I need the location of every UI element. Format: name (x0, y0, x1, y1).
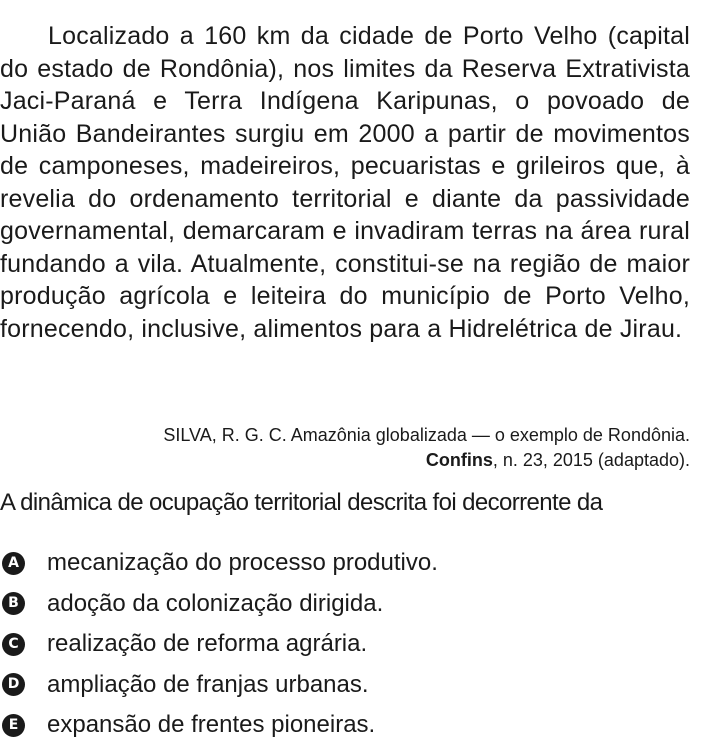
question-prompt: A dinâmica de ocupação territorial descrita foi decorrente da (0, 489, 603, 516)
option-letter-badge: A (2, 552, 25, 575)
passage-text: Localizado a 160 km da cidade de Porto Velho (capital do estado de Rondônia), nos limites da Reserva Extrativista Jaci-Paraná e Terra Indígena Karipunas, o povoado de União Bandeirantes surgiu em 2000 a partir de movimentos de camponeses, madeireiros, pecuaristas e grileiros que, à revelia do ordenamento territorial e diante da passividade governamental, demarcaram e invadiram terras na área rural fundando a vila. Atualmente, constitui-se na região de maior produção agrícola e leiteira do município de Porto Velho, fornecendo, inclusive, alimentos para a Hidrelétrica de Jirau. (0, 22, 690, 343)
option-text: expansão de frentes pioneiras. (47, 711, 376, 739)
answer-options (0, 543, 690, 746)
option-letter-badge: D (2, 673, 25, 696)
option-e[interactable] (0, 705, 690, 746)
source-line-2 (10, 448, 690, 473)
source-line-1: SILVA, R. G. C. Amazônia globalizada — o exemplo de Rondônia. (163, 425, 690, 445)
option-text: adoção da colonização dirigida. (47, 589, 384, 617)
option-text: ampliação de franjas urbanas. (47, 670, 369, 698)
source-details: , n. 23, 2015 (adaptado). (492, 450, 690, 470)
option-letter-badge: B (2, 592, 25, 615)
option-text: realização de reforma agrária. (47, 630, 368, 658)
option-c[interactable] (0, 624, 690, 665)
source-journal-title: Confins (425, 450, 493, 470)
option-b[interactable] (0, 584, 690, 625)
option-letter-badge: C (2, 633, 25, 656)
option-text: mecanização do processo produtivo. (47, 549, 438, 577)
option-d[interactable] (0, 665, 690, 706)
option-a[interactable] (0, 543, 690, 584)
option-letter-badge: E (2, 714, 25, 737)
source-citation (10, 423, 690, 473)
